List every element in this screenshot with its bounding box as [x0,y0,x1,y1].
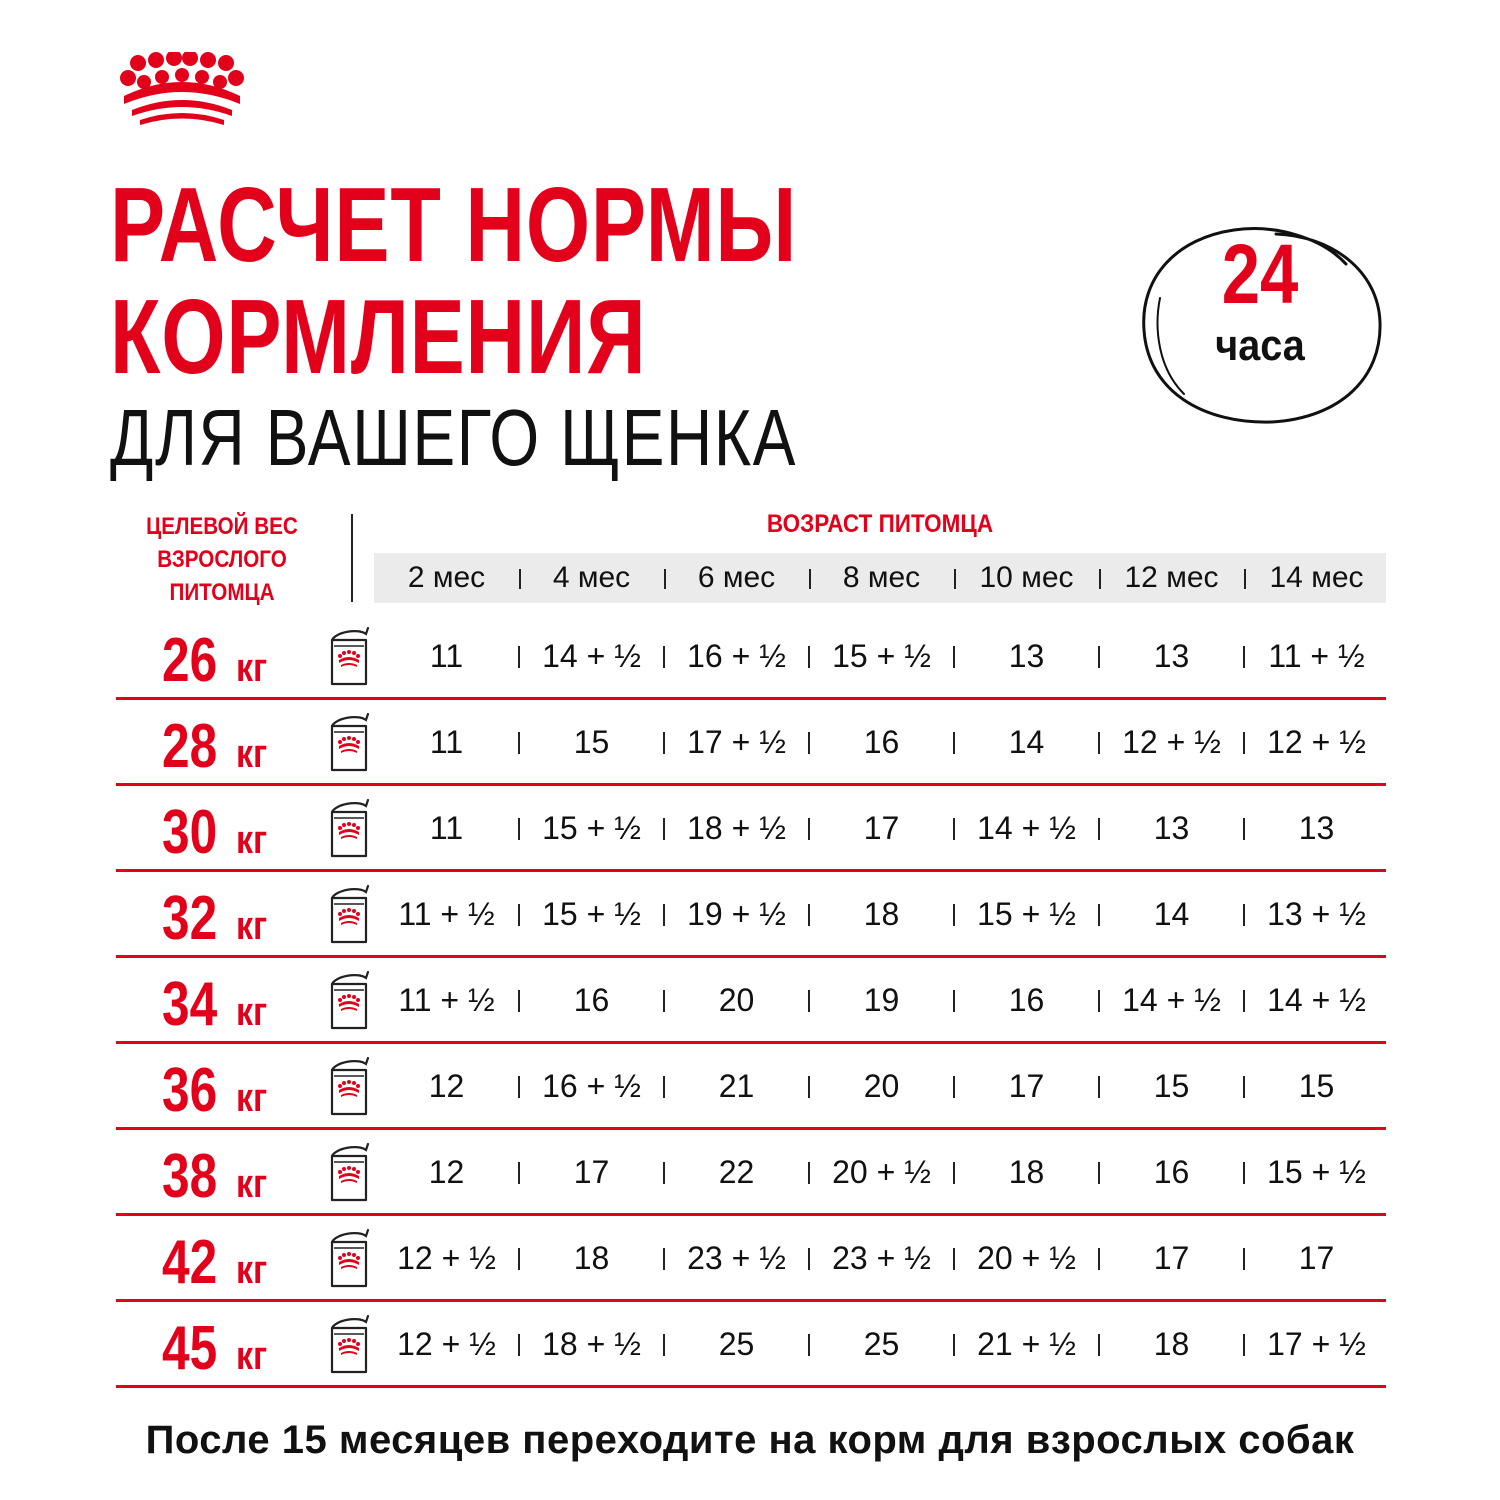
target-weight-unit: кг [236,1334,268,1378]
pouch-count-cell: 12 + ½ [1122,724,1221,760]
pouch-count-cell: 14 + ½ [1122,982,1221,1018]
pouch-count-cell: 14 + ½ [1267,982,1366,1018]
crown-logo-icon [118,52,246,126]
pouch-count-cell: 11 + ½ [398,896,495,932]
table-row [116,1130,1386,1216]
target-weight-value: 36 [162,1056,218,1125]
pouch-count-cell: 23 + ½ [687,1240,786,1276]
weight-header-line: ПИТОМЦА [169,579,275,606]
pouch-count-cell: 17 [1008,1068,1045,1104]
pouch-count-cell: 25 [863,1326,900,1362]
pouch-count-cell: 18 [573,1240,610,1276]
target-weight-value: 32 [162,884,218,953]
pouch-count-cell: 21 [718,1068,755,1104]
page-subtitle: ДЛЯ ВАШЕГО ЩЕНКА [110,393,798,482]
pouch-count-cell: 18 + ½ [542,1326,641,1362]
pouch-count-cell: 16 [573,982,610,1018]
target-weight-unit: кг [236,1162,268,1206]
pouch-count-cell: 20 [718,982,755,1018]
pouch-count-cell: 15 + ½ [832,638,931,674]
pouch-count-cell: 12 + ½ [1267,724,1366,760]
table-row [116,958,1386,1044]
month-header: 12 мес [1124,561,1219,594]
table-row [116,872,1386,958]
pouch-count-cell: 19 + ½ [687,896,786,932]
pouch-count-cell: 11 + ½ [398,982,495,1018]
pouch-count-cell: 11 [429,724,464,760]
table-row [116,1302,1386,1388]
table-row [116,614,1386,700]
pouch-count-cell: 12 + ½ [397,1326,496,1362]
table-row [116,786,1386,872]
pouch-count-cell: 13 [1008,638,1045,674]
pouch-icon [326,1142,372,1204]
pouch-count-cell: 21 + ½ [977,1326,1076,1362]
pouch-icon [326,712,372,774]
row-divider [116,1385,1386,1388]
table-row [116,700,1386,786]
pouch-count-cell: 20 + ½ [977,1240,1076,1276]
pouch-count-cell: 17 [1153,1240,1190,1276]
pouch-count-cell: 16 [1008,982,1045,1018]
badge-hours-unit: часа [1215,321,1305,370]
pouch-count-cell: 14 + ½ [977,810,1076,846]
pouch-count-cell: 17 [863,810,900,846]
target-weight-value: 42 [162,1228,218,1297]
pouch-count-cell: 14 [1153,896,1190,932]
pouch-count-cell: 16 [863,724,900,760]
pouch-count-cell: 15 [1298,1068,1335,1104]
pouch-count-cell: 23 + ½ [832,1240,931,1276]
month-header: 6 мес [697,561,776,594]
pouch-count-cell: 19 [863,982,900,1018]
pouch-count-cell: 15 + ½ [977,896,1076,932]
footer-note: После 15 месяцев переходите на корм для взрослых собак [145,1418,1355,1462]
weight-column-header [131,510,313,609]
pouch-count-cell: 14 [1008,724,1045,760]
pouch-count-cell: 17 + ½ [1267,1326,1366,1362]
pouch-count-cell: 17 [573,1154,610,1190]
target-weight-unit: кг [236,1248,268,1292]
pouch-icon [326,626,372,688]
pouch-count-cell: 18 [1153,1326,1190,1362]
pouch-count-cell: 20 + ½ [832,1154,931,1190]
pouch-count-cell: 15 + ½ [542,810,641,846]
month-header: 10 мес [979,561,1074,594]
months-header-bar [374,553,1386,603]
pouch-count-cell: 15 [573,724,610,760]
pouch-count-cell: 11 + ½ [1268,638,1365,674]
target-weight-unit: кг [236,904,268,948]
page-title-line-2: КОРМЛЕНИЯ [110,278,647,396]
table-row [116,1216,1386,1302]
target-weight-unit: кг [236,990,268,1034]
pouch-icon [326,884,372,946]
weight-header-line: ЦЕЛЕВОЙ ВЕС [146,513,298,540]
target-weight-value: 26 [162,626,218,695]
pouch-icon [326,1314,372,1376]
pouch-count-cell: 20 [863,1068,900,1104]
weight-header-line: ВЗРОСЛОГО [157,546,287,573]
pouch-count-cell: 25 [718,1326,755,1362]
target-weight-unit: кг [236,818,268,862]
month-header: 14 мес [1269,561,1364,594]
month-header: 4 мес [552,561,631,594]
pouch-count-cell: 18 [1008,1154,1045,1190]
badge-hours-value: 24 [1221,227,1299,321]
pouch-count-cell: 11 [429,638,464,674]
pouch-count-cell: 15 + ½ [1267,1154,1366,1190]
pouch-count-cell: 12 [428,1068,465,1104]
target-weight-unit: кг [236,1076,268,1120]
month-header: 2 мес [407,561,486,594]
pouch-count-cell: 17 + ½ [687,724,786,760]
pouch-count-cell: 16 [1153,1154,1190,1190]
page-title-line-1: РАСЧЕТ НОРМЫ [110,166,798,284]
target-weight-value: 34 [162,970,218,1039]
target-weight-value: 30 [162,798,218,867]
pouch-count-cell: 13 [1153,810,1190,846]
pouch-count-cell: 16 + ½ [687,638,786,674]
target-weight-unit: кг [236,732,268,776]
target-weight-value: 38 [162,1142,218,1211]
month-header: 8 мес [842,561,921,594]
pouch-count-cell: 13 [1153,638,1190,674]
pouch-count-cell: 14 + ½ [542,638,641,674]
pouch-count-cell: 11 [429,810,464,846]
pouch-icon [326,970,372,1032]
pouch-count-cell: 18 [863,896,900,932]
pouch-count-cell: 15 [1153,1068,1190,1104]
pouch-count-cell: 18 + ½ [687,810,786,846]
age-column-header: ВОЗРАСТ ПИТОМЦА [766,510,994,538]
pouch-icon [326,798,372,860]
pouch-count-cell: 16 + ½ [542,1068,641,1104]
pouch-icon [326,1228,372,1290]
pouch-icon [326,1056,372,1118]
table-row [116,1044,1386,1130]
pouch-count-cell: 13 [1298,810,1335,846]
target-weight-unit: кг [236,646,268,690]
target-weight-value: 28 [162,712,218,781]
pouch-count-cell: 12 + ½ [397,1240,496,1276]
pouch-count-cell: 17 [1298,1240,1335,1276]
target-weight-value: 45 [162,1314,218,1383]
header-divider [351,514,353,602]
pouch-count-cell: 13 + ½ [1267,896,1366,932]
pouch-count-cell: 22 [718,1154,755,1190]
pouch-count-cell: 15 + ½ [542,896,641,932]
pouch-count-cell: 12 [428,1154,465,1190]
